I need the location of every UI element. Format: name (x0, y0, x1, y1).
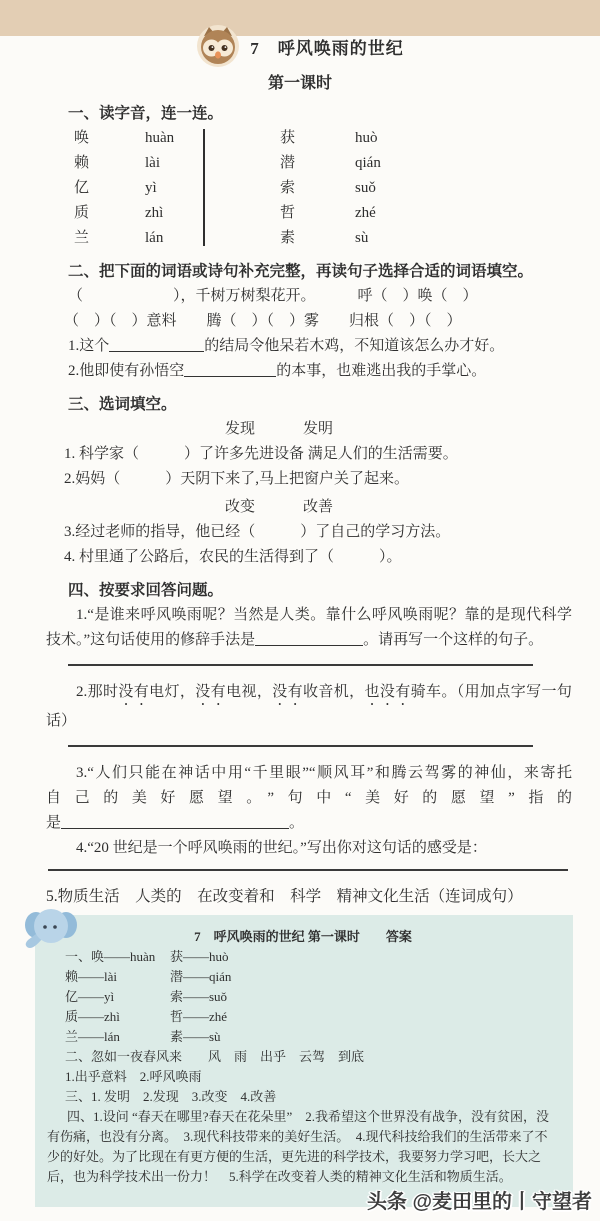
elephant-icon (24, 901, 78, 959)
matching-divider (203, 129, 205, 246)
match-row (74, 151, 572, 176)
answer-match-row: 赖——lài 潜——qián (65, 969, 232, 984)
section4-q1-line1: 1.“是谁来呼风唤雨呢？当然是人类。靠什么呼风唤雨呢？靠的是现代科学 (76, 607, 572, 623)
pinyin-right: qián (355, 155, 381, 171)
section3-item4: 4. 村里通了公路后，农民的生活得到了（ ）。 (64, 549, 402, 565)
section4-q3-line1: 3.“人们只能在神话中用“千里眼”“顺风耳”和腾云驾雾的神仙，来寄托 (76, 765, 572, 781)
answer-section2: 二、忽如一夜春风来 风 雨 出乎 云驾 到底 (65, 1049, 365, 1064)
section2-item1: 1.这个 的结局令他呆若木鸡，不知道该怎么办才好。 (68, 338, 505, 354)
char-left: 亿 (74, 180, 90, 196)
lesson-title: 7 呼风唤雨的世纪 (250, 38, 404, 58)
match-row (74, 226, 572, 251)
answer-match-row: 兰——lán 素——sù (65, 1029, 221, 1044)
char-right: 获 (280, 130, 296, 146)
pinyin-right: huò (355, 130, 378, 146)
match-row (74, 176, 572, 201)
section2-heading: 二、把下面的词语或诗句补充完整，再读句子选择合适的词语填空。 (68, 263, 534, 280)
lesson-header (0, 24, 600, 68)
pinyin-left: lán (145, 230, 164, 246)
answers-title: 7 呼风唤雨的世纪 第一课时 答案 (194, 929, 412, 944)
match-row (74, 201, 572, 226)
section3-item1: 1. 科学家（ ）了许多先进设备 满足人们的生活需要。 (64, 446, 458, 462)
answer-section2b: 1.出乎意料 2.呼风唤雨 (65, 1069, 202, 1084)
section3-item3: 3.经过老师的指导，他已经（ ）了自己的学习方法。 (64, 524, 451, 540)
pinyin-left: yì (145, 180, 157, 196)
fill-line-2: （ ）（ ）意料 腾（ ）（ ）雾 归根（ ）（ ） (64, 313, 462, 329)
section4-q3-line3: 是 。 (46, 815, 305, 831)
char-left: 赖 (74, 155, 90, 171)
word-choice-pair-1: 发现 发明 (224, 421, 334, 437)
section3-item2: 2.妈妈（ ）天阴下来了,马上把窗户关了起来。 (64, 471, 410, 487)
answer-rule (68, 745, 533, 747)
answer-rule-full (48, 869, 568, 871)
matching-exercise (74, 126, 572, 251)
owl-icon (196, 24, 240, 68)
worksheet-body (0, 101, 600, 922)
pinyin-right: zhé (355, 205, 376, 221)
answer-match-row: 质——zhì 哲——zhé (65, 1009, 228, 1024)
section1-heading: 一、读字音，连一连。 (68, 105, 224, 122)
pinyin-right: suǒ (355, 180, 376, 196)
char-left: 唤 (74, 130, 90, 146)
char-right: 索 (280, 180, 296, 196)
char-right: 潜 (280, 155, 296, 171)
answer-match-row: 亿——yì 索——suǒ (65, 989, 228, 1004)
answers-panel (35, 915, 573, 1207)
char-left: 质 (74, 205, 90, 221)
word-choice-pair-2: 改变 改善 (224, 499, 334, 515)
pinyin-left: huàn (145, 130, 175, 146)
section3-heading: 三、选词填空。 (68, 396, 177, 413)
blank-field (184, 362, 276, 377)
section4-q5: 5.物质生活 人类的 在改变着和 科学 精神文化生活（连词成句） (46, 888, 523, 905)
section4-q2-line2: 话） (46, 713, 77, 729)
section4-q1-line2: 技术。”这句话使用的修辞手法是 。请再写一个这样的句子。 (46, 632, 544, 648)
char-left: 兰 (74, 230, 90, 246)
char-right: 素 (280, 230, 296, 246)
char-right: 哲 (280, 205, 296, 221)
answer-section3: 三、1. 发明 2.发现 3.改变 4.改善 (65, 1089, 277, 1104)
fill-line-1: （ ），千树万树梨花开。 呼（ ）唤（ ） (68, 288, 478, 304)
blank-field (109, 337, 204, 352)
match-row (74, 126, 572, 151)
section4-q4: 4.“20 世纪是一个呼风唤雨的世纪。”写出你对这句话的感受是： (76, 840, 487, 856)
blank-field (61, 814, 289, 829)
watermark: 头条 @麦田里的丨守望者 (366, 1191, 592, 1213)
section4-q2-line1: 2.那时没有电灯，没有电视，没有收音机，也没有骑车。（用加点字写一句 (76, 684, 572, 700)
blank-field (255, 631, 363, 646)
section4-heading: 四、按要求回答问题。 (68, 582, 224, 599)
lesson-subtitle: 第一课时 (267, 75, 332, 92)
answer-rule (68, 664, 533, 666)
pinyin-right: sù (355, 230, 369, 246)
section4-q3-line2: 自己的美好愿望。”句中“美好的愿望”指的 (46, 790, 572, 806)
pinyin-left: zhì (145, 205, 164, 221)
section2-item2: 2.他即使有孙悟空 的本事，也难逃出我的手掌心。 (68, 363, 487, 379)
pinyin-left: lài (145, 155, 160, 171)
answer-section4: 四、1.设问 “春天在哪里?春天在花朵里” 2.我希望这个世界没有战争，没有贫困，没有伤痛，也没有分离。 3.现代科技带来的美好生活。 4.现代科技给我们的生活带来了不少的好处。为了比现在有更方便的生活，更先进的科学技术，我要努力学习吧，长大之后，也为科学技术出一份力！ 5.科学在改变着人类的精神文化生活和物质生活。 (47, 1109, 550, 1184)
answer-match-row: 一、唤——huàn 获——huò (65, 949, 229, 964)
